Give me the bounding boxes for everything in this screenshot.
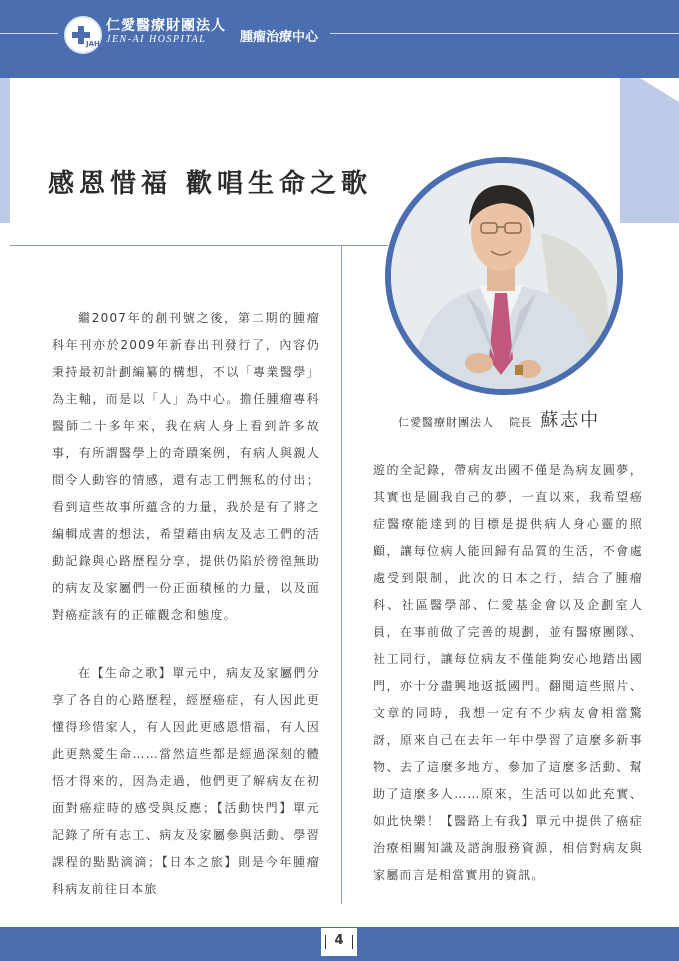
org-name: 仁愛醫療財團法人 [106, 18, 226, 34]
logo-abbr: JAH [86, 40, 100, 48]
column-divider [341, 246, 342, 904]
paragraph-1: 繼2007年的創刊號之後，第二期的腫瘤科年刊亦於2009年新春出刊發行了，內容仍秉持最初計劃編纂的構想，不以「專業醫學」為主軸，而是以「人」為中心。擔任腫瘤專科醫師二十多年來，我在病人身上看到許多故事，有所謂醫學上的奇蹟案例，有病人與親人間令人動容的情感，還有志工們無私的付出；看到這些故事所蘊含的力量，我於是有了將之編輯成書的想法，希望藉由病友及志工們的活動記錄與心路歷程分享，提供仍陷於徬徨無助的病友及家屬們一份正面積極的力量，以及面對癌症該有的正確觀念和態度。 [52, 311, 320, 622]
caption-org: 仁愛醫療財團法人 [398, 416, 494, 429]
article-title: 感恩惜福 歡唱生命之歌 [48, 169, 373, 199]
department-name: 腫瘤治療中心 [240, 30, 319, 45]
header-band [0, 0, 679, 78]
decorative-block-left [0, 78, 10, 223]
title-panel [10, 78, 388, 246]
caption-role: 院長 [509, 416, 532, 429]
page-number: 4 [334, 933, 344, 948]
page-number-box [321, 928, 357, 956]
page-bar-right [352, 935, 353, 949]
director-portrait [385, 157, 623, 395]
portrait-caption [398, 406, 600, 432]
paragraph-2: 在【生命之歌】單元中，病友及家屬們分享了各自的心路歷程，經歷癌症，有人因此更懂得珍惜家人，有人因此更感恩惜福，有人因此更熱愛生命……當然這些都是經過深刻的體悟才得來的，因為走過，他們更了解病友在初面對癌症時的感受與反應；【活動快門】單元記錄了所有志工、病友及家屬參與活動、學習課程的點點滴滴；【日本之旅】則是今年腫瘤科病友前往日本旅 [52, 666, 320, 896]
header-rule-left [0, 33, 58, 34]
portrait-photo [391, 163, 617, 389]
paragraph-3: 遊的全記錄，帶病友出國不僅是為病友圓夢，其實也是圓我自己的夢，一直以來，我希望癌症醫療能達到的目標是提供病人身心靈的照顧，讓每位病人能回歸有品質的生活，不會處處受到限制，此次的日本之行，結合了腫瘤科、社區醫學部、仁愛基金會以及企劃室人員，在事前做了完善的規劃，並有醫療團隊、社工同行，讓每位病友不僅能夠安心地踏出國門，亦十分盡興地返抵國門。翻閱這些照片、文章的同時，我想一定有不少病友會相當驚訝，原來自己在去年一年中學習了這麼多新事物、去了這麼多地方、參加了這麼多活動、幫助了這麼多人……原來，生活可以如此充實、如此快樂！【醫路上有我】單元中提供了癌症治療相關知識及諮詢服務資源，相信對病友與家屬而言是相當實用的資訊。 [373, 463, 643, 882]
hospital-logo-icon [64, 16, 102, 54]
org-english-name: JEN-AI HOSPITAL [106, 34, 207, 45]
caption-name: 蘇志中 [540, 410, 601, 431]
header-rule-right [330, 33, 679, 34]
title-divider [10, 245, 388, 246]
decorative-corner [640, 78, 679, 102]
portrait-illustration [391, 163, 617, 389]
